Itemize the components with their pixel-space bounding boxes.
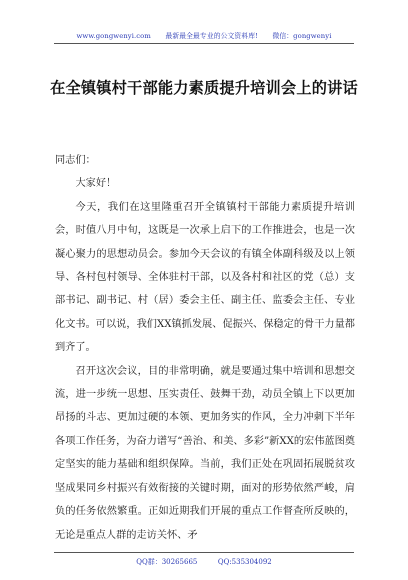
footer-qq-contact: QQ:535304092 (217, 558, 272, 566)
paragraph-1: 今天，我们在这里隆重召开全镇镇村干部能力素质提升培训会，时值八月中旬，这既是一次承上启下的工作推进会，也是一次凝心聚力的思想动员会。参加今天会议的有镇全体副科级及以上领导、各村包村领导、全体驻村干部，以及各村和社区的党（总）支部书记、副书记、村（居）委会主任、副主任、监委会主任、专业化文书。可以说，我们XX镇抓发展、促振兴、保稳定的骨干力量都到齐了。 (55, 201, 355, 354)
header-divider (54, 43, 354, 44)
document-title: 在全镇镇村干部能力素质提升培训会上的讲话 (50, 79, 358, 97)
footer-qq-group: QQ群：30265665 (136, 558, 198, 566)
page-footer (0, 557, 408, 567)
page-header (0, 30, 408, 40)
salutation: 同志们： (55, 155, 96, 166)
header-url-link[interactable]: www.gongwenyi.com (76, 32, 151, 40)
paragraph-2: 召开这次会议，目的非常明确，就是要通过集中培训和思想交流，进一步统一思想、压实责任、鼓舞干劲，动员全镇上下以更加昂扬的斗志、更加过硬的本领、更加务实的作风，全力冲刺下半年各项工作任务，为奋力谱写“善治、和美、多彩”新XX的宏伟蓝图奠定坚实的能力基础和组织保障。当前，我们正处在巩固拓展脱贫攻坚成果同乡村振兴有效衔接的关键时期，面对的形势依然严峻，肩负的任务依然繁重。正如近期我们开展的重点工作督查所反映的，无论是重点人群的走访关怀、矛 (55, 365, 355, 541)
header-promo-text: 最新最全最专业的公文资料库! (165, 32, 258, 40)
greeting: 大家好！ (75, 178, 117, 190)
header-wechat-text: 微信：gongwenyi (272, 32, 332, 40)
document-body (55, 149, 355, 547)
footer-divider (54, 552, 354, 553)
